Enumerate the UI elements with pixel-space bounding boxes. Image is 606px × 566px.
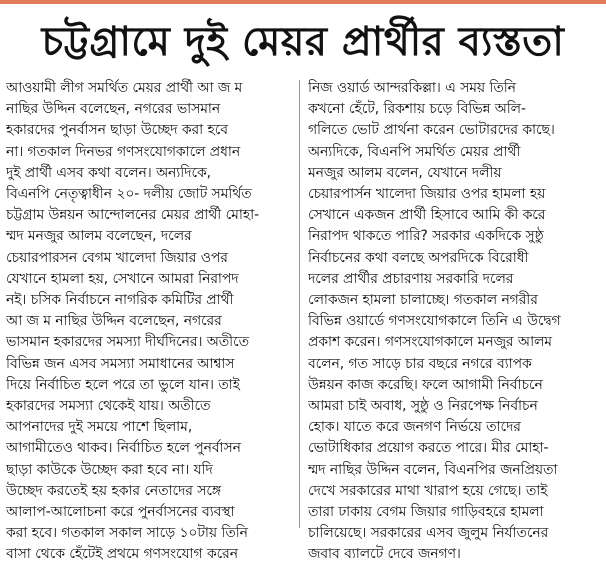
text-line: যেখানে হামলা হয়, সেখানে আমরা নিরাপদ xyxy=(6,270,239,287)
text-line: চেয়ারপার্সন খালেদা জিয়ার ওপর হামলা হয় xyxy=(308,186,546,203)
text-line: বাসা থেকে হেঁটেই প্রথমে গণসংযোগ করেন xyxy=(6,546,238,563)
top-rule xyxy=(0,0,606,4)
text-line: আমরা চাই অবাধ, সুষ্ঠু ও নিরপেক্ষ নির্বাচন xyxy=(308,398,538,415)
text-line: বিএনপি নেতৃত্বাধীন ২০- দলীয় জোট সমর্থিত xyxy=(6,186,252,203)
text-line: কখনো হেঁটে, রিকশায় চড়ে বিভিন্ন অলি- xyxy=(308,101,526,118)
text-line: উচ্ছেদ করতেই হয় হকার নেতাদের সঙ্গে xyxy=(6,482,222,499)
text-line: উন্নয়ন কাজ করেছি। ফলে আগামী নির্বাচনে xyxy=(308,376,543,393)
text-line: নিজ ওয়ার্ড আন্দরকিল্লা। এ সময় তিনি xyxy=(308,80,516,96)
text-line: ম্মদ মনজুর আলম বলেছেন, দলের xyxy=(6,228,192,245)
headline: চট্টগ্রামে দুই মেয়র প্রার্থীর ব্যস্ততা xyxy=(41,19,565,65)
text-line: আওয়ামী লীগ সমর্থিত মেয়র প্রার্থী আ জ ম xyxy=(6,80,243,96)
text-line: চট্টগ্রাম উন্নয়ন আন্দোলনের মেয়র প্রার্থী মোহা- xyxy=(6,207,260,224)
text-line: না। গতকাল দিনভর গণসংযোগকালে প্রধান xyxy=(6,143,241,160)
text-line: আ জ ম নাছির উদ্দিন বলেছেন, নগরের xyxy=(6,313,222,330)
text-line: ম্মদ নাছির উদ্দিন বলেন, বিএনপির জনপ্রিয়তা xyxy=(308,461,558,478)
text-line: হকারদের পুনর্বাসন ছাড়া উচ্ছেদ করা হবে xyxy=(6,122,228,139)
text-line: চালিয়েছে। সরকারের এসব জুলুম নির্যাতনের xyxy=(308,525,549,542)
text-line: আলাপ-আলোচনা করে পুনর্বাসনের ব্যবস্থা xyxy=(6,504,235,521)
text-line: বিভিন্ন ওয়ার্ডে গণসংযোগকালে তিনি এ উদ্বেগ xyxy=(308,313,561,330)
text-line: নিরাপদ থাকতে পারি? সরকার একদিকে সুষ্ঠু xyxy=(308,228,544,245)
text-line: জবাব ব্যালটে দেবে জনগণ। xyxy=(308,546,461,563)
text-line: দিয়ে নির্বাচিত হলে পরে তা ভুলে যান। তাই xyxy=(6,376,240,393)
text-line: প্রকাশ করেন। গণসংযোগকালে মনজুর আলম xyxy=(308,334,552,351)
text-line: হকারদের সমস্যা থেকেই যায়। অতীতে xyxy=(6,398,211,415)
text-line: নাছির উদ্দিন বলেছেন, নগরের ভাসমান xyxy=(6,101,221,118)
text-line: সেখানে একজন প্রার্থী হিসাবে আমি কী করে xyxy=(308,207,546,224)
text-line: আগামীতেও থাকব। নির্বাচিত হলে পুনর্বাসন xyxy=(6,440,241,457)
text-line: অন্যদিকে, বিএনপি সমর্থিত মেয়র প্রার্থী xyxy=(308,143,521,160)
text-line: মনজুর আলম বলেন, যেখানে দলীয় xyxy=(308,164,502,181)
text-line: ছাড়া কাউকে উচ্ছেদ করা হবে না। যদি xyxy=(6,461,213,478)
column-divider xyxy=(299,80,300,528)
text-line: বিভিন্ন জন এসব সমস্যা সমাধানের আশ্বাস xyxy=(6,355,235,372)
left-column xyxy=(6,78,292,566)
text-line: নই। চসিক নির্বাচনে নাগরিক কমিটির প্রার্থী xyxy=(6,292,234,309)
text-line: ভোটাধিকার প্রয়োগ করতে পারে। মীর মোহা- xyxy=(308,440,549,457)
text-line: গলিতে ভোট প্রার্থনা করেন ভোটারদের কাছে। xyxy=(308,122,555,139)
text-line: নির্বাচনের কথা বলছে অপরদিকে বিরোধী xyxy=(308,249,529,266)
text-line: হোক। যাতে করে জনগণ নির্ভয়ে তাদের xyxy=(308,419,521,436)
text-line: লোকজন হামলা চালাচ্ছে। গতকাল নগরীর xyxy=(308,292,538,309)
text-line: দলের প্রার্থীর প্রচারণায় সরকারি দলের xyxy=(308,270,514,287)
text-line: দেখে সরকারের মাথা খারাপ হয়ে গেছে। তাই xyxy=(308,482,548,499)
text-line: চেয়ারপারসন বেগম খালেদা জিয়ার ওপর xyxy=(6,249,228,266)
text-line: দুই প্রার্থী এসব কথা বলেন। অন্যদিকে, xyxy=(6,164,212,181)
right-column xyxy=(308,78,602,566)
text-line: বলেন, গত সাড়ে চার বছরে নগরে ব্যাপক xyxy=(308,355,532,372)
text-line: আপনাদের দুই সময়ে পাশে ছিলাম, xyxy=(6,419,193,436)
text-line: করা হবে। গতকাল সকাল সাড়ে ১০টায় তিনি xyxy=(6,525,248,542)
text-line: ভাসমান হকারদের সমস্যা দীর্ঘদিনের। অতীতে xyxy=(6,334,249,351)
text-line: তারা ঢাকায় বেগম জিয়ার গাড়িবহরে হামলা xyxy=(308,504,544,521)
